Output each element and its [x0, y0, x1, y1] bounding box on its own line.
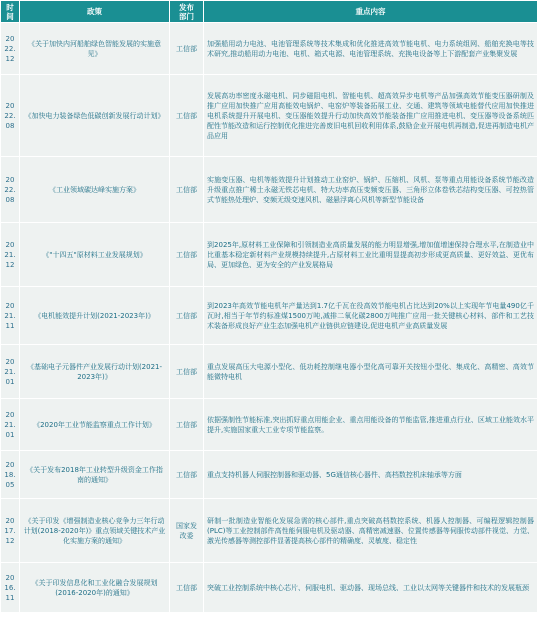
time-part: 11: [5, 593, 15, 602]
row-time: [1, 499, 20, 563]
header-time-line-2: 间: [6, 11, 14, 21]
time-part: 22.: [4, 185, 16, 194]
row-dept: 工信部: [170, 451, 204, 499]
row-time: [1, 287, 20, 345]
row-dept: 工信部: [170, 287, 204, 345]
table-row: [1, 345, 537, 399]
time-part: 20: [5, 460, 15, 469]
time-part: 22.: [4, 44, 16, 53]
row-time: [1, 345, 20, 399]
row-policy-title: 《关于印发信息化和工业化融合发展规划(2016-2020年)的通知》: [20, 563, 170, 613]
time-part: 17.: [4, 526, 16, 535]
time-part: 11: [5, 321, 15, 330]
row-dept: 工信部: [170, 563, 204, 613]
time-part: 18.: [4, 470, 16, 479]
time-part: 16.: [4, 583, 16, 592]
table-row: [1, 75, 537, 157]
time-part: 05: [5, 480, 15, 489]
header-dept-line-2: 部门: [179, 11, 194, 21]
row-policy-title: 《"十四五"原材料工业发展规划》: [20, 223, 170, 287]
row-content: 实施变压器、电机等能效提升计划推动工业窑炉、锅炉、压缩机、风机、泵等重点用能设备系统节能改造升级重点推广稀土永磁无铁芯电机、特大功率高压变频变压器、三角形立体卷铁芯结构变压器、可控热管式节能热处理炉、变频无级变速风机、磁悬浮离心风机等新型节能设备: [204, 157, 537, 223]
header-content: 重点内容: [204, 1, 537, 23]
table-row: [1, 499, 537, 563]
row-content: 突破工业控制系统中核心芯片、伺服电机、驱动器、现场总线、工业以太网等关键器件和技术的发展瓶颈: [204, 563, 537, 613]
row-policy-title: 《加快电力装备绿色低碳创新发展行动计划》: [20, 75, 170, 157]
time-part: 20: [5, 240, 15, 249]
time-part: 20: [5, 516, 15, 525]
time-part: 21.: [4, 367, 16, 376]
row-dept: 工信部: [170, 157, 204, 223]
header-time: [1, 1, 20, 23]
table-header-row: [1, 1, 537, 23]
table-row: [1, 23, 537, 75]
row-content: 发展高功率密度永磁电机、同步磁阻电机、智能电机、超高效异步电机等产品加强高效节能变压器研制及推广应用加快推广应用高能效电锅炉、电窑炉等装备拓展工业、交通、建筑等领域电能替代应用加快推进电机系统提升开展电机、变压器能效提升行动加快高效节能装备推广应用推进电机、变压器等设备系统匹配性节能改造和运行控制优化推进完善废旧电机回收利用体系,鼓励企业开展电机再制造,促进再制造电机产品应用: [204, 75, 537, 157]
row-policy-title: 《关于发布2018年工业转型升级资金工作指南的通知》: [20, 451, 170, 499]
row-dept: 工信部: [170, 223, 204, 287]
row-time: [1, 399, 20, 451]
time-part: 12: [5, 536, 15, 545]
header-policy: 政策: [20, 1, 170, 23]
time-part: 01: [5, 430, 15, 439]
row-policy-title: 《工业领域碳达峰实施方案》: [20, 157, 170, 223]
header-dept: [170, 1, 204, 23]
time-part: 21.: [4, 311, 16, 320]
row-content: 重点发展高压大电源小型化、低功耗控制继电器小型化高可靠开关按钮小型化、集成化、高精密、高效节能微特电机: [204, 345, 537, 399]
time-part: 22.: [4, 111, 16, 120]
time-part: 12: [5, 260, 15, 269]
table-row: [1, 157, 537, 223]
time-part: 01: [5, 377, 15, 386]
time-part: 20: [5, 101, 15, 110]
row-policy-title: 《电机能效提升计划(2021-2023年)》: [20, 287, 170, 345]
time-part: 21.: [4, 250, 16, 259]
row-time: [1, 451, 20, 499]
row-dept: 工信部: [170, 345, 204, 399]
table-row: [1, 399, 537, 451]
table-row: [1, 223, 537, 287]
table-row: [1, 287, 537, 345]
row-content: 到2023年高效节能电机年产量达到1.7亿千瓦在役高效节能电机占比达到20%以上实现年节电量490亿千瓦时,相当于年节约标准煤1500万吨,减排二氧化碳2800万吨推广应用一批关键核心材料、部件和工艺技术装备形成良好产业生态加强电机产业链供应链建设,促进电机产业高质量发展: [204, 287, 537, 345]
row-time: [1, 157, 20, 223]
header-time-line-1: 时: [6, 2, 14, 12]
row-content: 依据强制性节能标准,突出抓好重点用能企业、重点用能设备的节能监管,推进重点行业、区域工业能效水平提升,实施国家重大工业专项节能监察。: [204, 399, 537, 451]
row-policy-title: 《关于加快内河船舶绿色智能发展的实施意见》: [20, 23, 170, 75]
row-content: 研制一批制造业智能化发展急需的核心部件,重点突破高档数控系统、机器人控制器、可编程逻辑控制器(PLC)等工业控制部件高性能伺服电机及驱动器、高精密减速器、位置传感器等伺服传动部件视觉、力觉、激光传感器等测控部件显著提高核心部件的精确度、灵敏度、稳定性: [204, 499, 537, 563]
row-time: [1, 563, 20, 613]
row-content: 到2025年,原材料工业保障和引领制造业高质量发展的能力明显增强,增加值增速保持合理水平,在制造业中比重基本稳定新材料产业规模持续提升,占原材料工业比重明显提高初步形成更高质量、更好效益、更优布局、更加绿色、更为安全的产业发展格局: [204, 223, 537, 287]
time-part: 21.: [4, 420, 16, 429]
table-row: [1, 451, 537, 499]
time-part: 20: [5, 301, 15, 310]
header-dept-line-1: 发布: [179, 2, 194, 12]
row-dept: 工信部: [170, 399, 204, 451]
time-part: 20: [5, 573, 15, 582]
row-dept: 国家发改委: [170, 499, 204, 563]
row-policy-title: 《2020年工业节能监察重点工作计划》: [20, 399, 170, 451]
row-time: [1, 223, 20, 287]
row-policy-title: 《基础电子元器件产业发展行动计划(2021-2023年)》: [20, 345, 170, 399]
row-dept: 工信部: [170, 75, 204, 157]
time-part: 20: [5, 175, 15, 184]
time-part: 20: [5, 357, 15, 366]
row-policy-title: 《关于印发《增强制造业核心竞争力三年行动计划(2018-2020年)》重点领域关键技术产业化实施方案的通知》: [20, 499, 170, 563]
table-row: [1, 563, 537, 613]
row-time: [1, 23, 20, 75]
row-dept: 工信部: [170, 23, 204, 75]
time-part: 20: [5, 34, 15, 43]
row-time: [1, 75, 20, 157]
time-part: 08: [5, 121, 15, 130]
row-content: 加强船用动力电池、电池管理系统等技术集成和优化推进高效节能电机、电力系统组网、船舶充换电等技术研究,推动船用动力电池、电机、箱式电源、电池管理系统、充换电设备等上下游配套产业集聚发展: [204, 23, 537, 75]
row-content: 重点支持机器人伺服控制器和驱动器、5G通信核心器件、高档数控机床轴承等方面: [204, 451, 537, 499]
time-part: 12: [5, 54, 15, 63]
time-part: 08: [5, 195, 15, 204]
time-part: 20: [5, 410, 15, 419]
